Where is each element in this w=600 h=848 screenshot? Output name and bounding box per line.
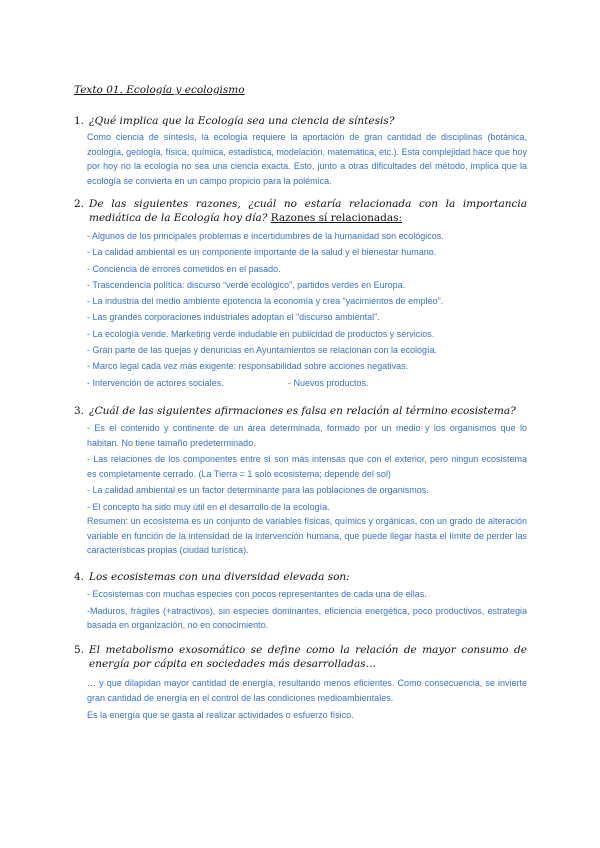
- list-item: - Marco legal cada vez más exigente: responsabilidad sobre acciones negativas.: [87, 361, 409, 372]
- list-item: - La calidad ambiental es un factor determinante para las poblaciones de organismos.: [87, 485, 429, 495]
- bullet-list-2: [87, 229, 527, 392]
- bullet-list-4: [87, 587, 527, 633]
- list-item: - Trascendencia política: discurso “verde ecológico”, partidos verdes en Europa.: [87, 279, 406, 290]
- list-item: - La calidad ambiental es un componente importante de la salud y el bienestar humano.: [87, 247, 437, 258]
- list-item: - La ecología vende. Marketing verde indudable en publicidad de productos y servicios.: [87, 328, 435, 339]
- question-2-number: [74, 197, 89, 211]
- list-item: - Algunos de los principales problemas e incertidumbres de la humanidad son ecológicos.: [87, 231, 444, 241]
- list-item: - Es el contenido y continente de un área determinada, formado por un medio y los organismos que lo habitan. No tiene tamaño predeterminado.: [87, 423, 527, 448]
- question-2: [89, 197, 527, 225]
- question-number: 3.: [74, 405, 85, 417]
- question-3: [74, 404, 516, 418]
- question-4: [74, 570, 350, 584]
- question-number: 2.: [74, 198, 85, 210]
- question-number: 1.: [74, 115, 85, 127]
- question-5-number: [74, 643, 89, 657]
- list-item: -Maduros, frágiles (+atractivos), sin especies dominantes, eficiencia energética, poco productivos, estrategia basada en organización, no en conocimiento.: [87, 605, 527, 630]
- list-item: - Conciencia de errores cometidos en el pasado.: [87, 263, 281, 274]
- question-number: 4.: [74, 571, 85, 583]
- list-item-row: [87, 376, 527, 392]
- answer-5: … y que dilapidan mayor cantidad de energía, resultando menos eficientes. Como consecuencia, se invierte gran cantidad de energía en el control de las condiciones medioambientales.: [87, 678, 527, 703]
- list-item: - Ecosistemas con muchas especies con pocos representantes de cada una de ellas.: [87, 589, 427, 599]
- question-underlined: Razones sí relacionadas:: [270, 212, 403, 224]
- list-item: - Intervención de actores sociales.: [87, 377, 224, 388]
- question-text: ¿Qué implica que la Ecología sea una ciencia de síntesis?: [89, 115, 395, 127]
- question-text: ¿Cuál de las siguientes afirmaciones es falsa en relación al término ecosistema?: [89, 405, 516, 417]
- document-title: Texto 01. Ecología y ecologismo: [74, 84, 245, 96]
- list-item: - La industria del medio ambiente epotencia la economía y crea “yacimientos de empleo”.: [87, 296, 444, 307]
- list-item: - Las relaciones de los componentes entre sí son más intensas que con el exterior, pero ningun ecosistema es completamente cerrado. (La Tierra = 1 solo ecosistema; depende del sol): [87, 454, 527, 479]
- summary-3: Resumen: un ecosistema es un conjunto de variables físicas, químics y orgánicas, con un grado de alteración variable en función de la intensidad de la intervención humana, que puede llegar hasta el límite de perder las características propias (ciudad turística).: [87, 516, 527, 555]
- list-item: - Gran parte de las quejas y denuncias en Ayuntamientos se relacionan con la ecología.: [87, 345, 438, 356]
- question-number: 5.: [74, 644, 85, 656]
- list-item: - Las grandes corporaciones industriales adoptan el “discurso ambiental”.: [87, 312, 380, 323]
- question-5: El metabolismo exosomático se define como la relación de mayor consumo de energía por cápita en sociedades más desarrolladas…: [89, 644, 527, 670]
- question-1: [74, 114, 394, 128]
- question-text: De las siguientes razones, ¿cuál no estaría relacionada con la importancia mediática de la Ecología hoy día?: [89, 198, 527, 224]
- list-item: - Nuevos productos.: [288, 377, 369, 388]
- answer-1: Como ciencia de síntesis, la ecología requiere la aportación de gran cantidad de disciplinas (botánica, zoología, geología, física, química, estadística, modelación, matemática, etc.). Esta complejidad hace que hoy por hoy no la ecología no sea una ciencia exacta. Esto, junto a otras dificultades del método, implica que la ecología se convierta en un campo propicio para la polémica.: [87, 132, 527, 186]
- list-item: - El concepto ha sido muy útil en el desarrollo de la ecología.: [87, 501, 330, 512]
- question-text: Los ecosistemas con una diversidad elevada son:: [89, 571, 350, 583]
- bullet-list-3: [87, 421, 527, 516]
- answer-5-extra: Es la energía que se gasta al realizar actividades o esfuerzo físico.: [87, 710, 354, 720]
